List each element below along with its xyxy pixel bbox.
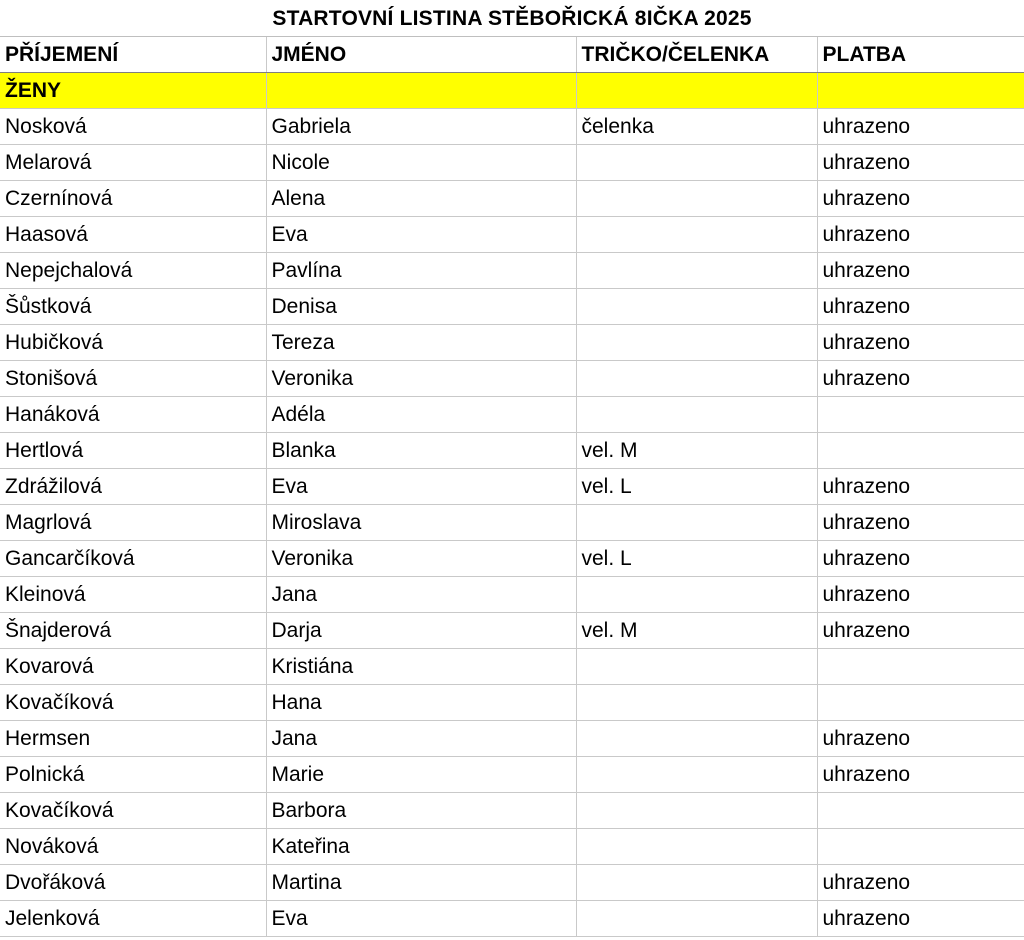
table-row xyxy=(0,505,1024,541)
payment-cell[interactable]: uhrazeno xyxy=(817,289,1024,325)
surname-cell[interactable]: Zdrážilová xyxy=(0,469,266,505)
surname-cell[interactable]: Hermsen xyxy=(0,721,266,757)
surname-cell[interactable]: Dvořáková xyxy=(0,865,266,901)
first-name-cell[interactable]: Martina xyxy=(266,865,576,901)
section-label[interactable]: ŽENY xyxy=(0,73,266,109)
table-row xyxy=(0,181,1024,217)
shirt-headband-cell[interactable] xyxy=(576,397,817,433)
shirt-headband-cell[interactable] xyxy=(576,757,817,793)
shirt-headband-cell[interactable] xyxy=(576,325,817,361)
first-name-cell[interactable]: Jana xyxy=(266,577,576,613)
table-row xyxy=(0,865,1024,901)
table-row xyxy=(0,253,1024,289)
section-row-women xyxy=(0,73,1024,109)
first-name-cell[interactable]: Denisa xyxy=(266,289,576,325)
payment-cell[interactable] xyxy=(817,433,1024,469)
first-name-cell[interactable]: Blanka xyxy=(266,433,576,469)
first-name-cell[interactable]: Eva xyxy=(266,217,576,253)
shirt-headband-cell[interactable] xyxy=(576,145,817,181)
table-row xyxy=(0,325,1024,361)
shirt-headband-cell[interactable] xyxy=(576,253,817,289)
first-name-cell[interactable]: Gabriela xyxy=(266,109,576,145)
table-row xyxy=(0,757,1024,793)
shirt-headband-cell[interactable] xyxy=(576,793,817,829)
payment-cell[interactable]: uhrazeno xyxy=(817,109,1024,145)
payment-cell[interactable]: uhrazeno xyxy=(817,217,1024,253)
surname-cell[interactable]: Šnajderová xyxy=(0,613,266,649)
shirt-headband-cell[interactable]: čelenka xyxy=(576,109,817,145)
payment-cell[interactable] xyxy=(817,793,1024,829)
first-name-cell[interactable]: Veronika xyxy=(266,541,576,577)
payment-cell[interactable] xyxy=(817,397,1024,433)
shirt-headband-cell[interactable] xyxy=(576,649,817,685)
surname-cell[interactable]: Nosková xyxy=(0,109,266,145)
shirt-headband-cell[interactable] xyxy=(576,721,817,757)
payment-cell[interactable] xyxy=(817,829,1024,865)
payment-cell[interactable]: uhrazeno xyxy=(817,757,1024,793)
section-empty-cell[interactable] xyxy=(817,73,1024,109)
first-name-cell[interactable]: Marie xyxy=(266,757,576,793)
table-row xyxy=(0,145,1024,181)
table-row xyxy=(0,721,1024,757)
first-name-cell[interactable]: Barbora xyxy=(266,793,576,829)
table-row xyxy=(0,649,1024,685)
first-name-cell[interactable]: Darja xyxy=(266,613,576,649)
payment-cell[interactable]: uhrazeno xyxy=(817,253,1024,289)
surname-cell[interactable]: Hubičková xyxy=(0,325,266,361)
shirt-headband-cell[interactable]: vel. M xyxy=(576,433,817,469)
header-surname[interactable]: PŘÍJEMENÍ xyxy=(0,37,266,73)
table-row xyxy=(0,109,1024,145)
payment-cell[interactable]: uhrazeno xyxy=(817,361,1024,397)
shirt-headband-cell[interactable]: vel. L xyxy=(576,541,817,577)
first-name-cell[interactable]: Veronika xyxy=(266,361,576,397)
payment-cell[interactable]: uhrazeno xyxy=(817,145,1024,181)
section-empty-cell[interactable] xyxy=(576,73,817,109)
payment-cell[interactable] xyxy=(817,685,1024,721)
payment-cell[interactable]: uhrazeno xyxy=(817,577,1024,613)
surname-cell[interactable]: Kleinová xyxy=(0,577,266,613)
payment-cell[interactable]: uhrazeno xyxy=(817,613,1024,649)
payment-cell[interactable]: uhrazeno xyxy=(817,541,1024,577)
surname-cell[interactable]: Haasová xyxy=(0,217,266,253)
surname-cell[interactable]: Melarová xyxy=(0,145,266,181)
table-row xyxy=(0,289,1024,325)
first-name-cell[interactable]: Pavlína xyxy=(266,253,576,289)
start-list-table xyxy=(0,37,1024,937)
shirt-headband-cell[interactable] xyxy=(576,685,817,721)
surname-cell[interactable]: Jelenková xyxy=(0,901,266,937)
sheet-title[interactable]: STARTOVNÍ LISTINA STĚBOŘICKÁ 8IČKA 2025 xyxy=(0,0,1024,37)
shirt-headband-cell[interactable] xyxy=(576,181,817,217)
surname-cell[interactable]: Kovačíková xyxy=(0,793,266,829)
first-name-cell[interactable]: Hana xyxy=(266,685,576,721)
payment-cell[interactable]: uhrazeno xyxy=(817,469,1024,505)
payment-cell[interactable]: uhrazeno xyxy=(817,181,1024,217)
table-row xyxy=(0,361,1024,397)
header-payment[interactable]: PLATBA xyxy=(817,37,1024,73)
shirt-headband-cell[interactable] xyxy=(576,505,817,541)
header-shirt-headband[interactable]: TRIČKO/ČELENKA xyxy=(576,37,817,73)
table-row xyxy=(0,217,1024,253)
surname-cell[interactable]: Magrlová xyxy=(0,505,266,541)
first-name-cell[interactable]: Tereza xyxy=(266,325,576,361)
surname-cell[interactable]: Nováková xyxy=(0,829,266,865)
shirt-headband-cell[interactable]: vel. M xyxy=(576,613,817,649)
table-row xyxy=(0,469,1024,505)
surname-cell[interactable]: Polnická xyxy=(0,757,266,793)
table-row xyxy=(0,397,1024,433)
surname-cell[interactable]: Kovarová xyxy=(0,649,266,685)
surname-cell[interactable]: Hanáková xyxy=(0,397,266,433)
table-row xyxy=(0,793,1024,829)
payment-cell[interactable]: uhrazeno xyxy=(817,505,1024,541)
payment-cell[interactable]: uhrazeno xyxy=(817,865,1024,901)
first-name-cell[interactable]: Miroslava xyxy=(266,505,576,541)
shirt-headband-cell[interactable] xyxy=(576,361,817,397)
first-name-cell[interactable]: Eva xyxy=(266,901,576,937)
shirt-headband-cell[interactable]: vel. L xyxy=(576,469,817,505)
table-row xyxy=(0,541,1024,577)
first-name-cell[interactable]: Kateřina xyxy=(266,829,576,865)
first-name-cell[interactable]: Alena xyxy=(266,181,576,217)
header-row xyxy=(0,37,1024,73)
surname-cell[interactable]: Šůstková xyxy=(0,289,266,325)
surname-cell[interactable]: Gancarčíková xyxy=(0,541,266,577)
shirt-headband-cell[interactable] xyxy=(576,829,817,865)
shirt-headband-cell[interactable] xyxy=(576,901,817,937)
shirt-headband-cell[interactable] xyxy=(576,289,817,325)
surname-cell[interactable]: Hertlová xyxy=(0,433,266,469)
table-row xyxy=(0,901,1024,937)
header-first-name[interactable]: JMÉNO xyxy=(266,37,576,73)
first-name-cell[interactable]: Adéla xyxy=(266,397,576,433)
payment-cell[interactable]: uhrazeno xyxy=(817,721,1024,757)
table-row xyxy=(0,433,1024,469)
shirt-headband-cell[interactable] xyxy=(576,577,817,613)
table-row xyxy=(0,613,1024,649)
payment-cell[interactable] xyxy=(817,649,1024,685)
shirt-headband-cell[interactable] xyxy=(576,217,817,253)
surname-cell[interactable]: Kovačíková xyxy=(0,685,266,721)
payment-cell[interactable]: uhrazeno xyxy=(817,325,1024,361)
shirt-headband-cell[interactable] xyxy=(576,865,817,901)
first-name-cell[interactable]: Nicole xyxy=(266,145,576,181)
table-row xyxy=(0,829,1024,865)
table-row xyxy=(0,577,1024,613)
section-empty-cell[interactable] xyxy=(266,73,576,109)
surname-cell[interactable]: Stonišová xyxy=(0,361,266,397)
first-name-cell[interactable]: Eva xyxy=(266,469,576,505)
surname-cell[interactable]: Czernínová xyxy=(0,181,266,217)
first-name-cell[interactable]: Jana xyxy=(266,721,576,757)
surname-cell[interactable]: Nepejchalová xyxy=(0,253,266,289)
first-name-cell[interactable]: Kristiána xyxy=(266,649,576,685)
payment-cell[interactable]: uhrazeno xyxy=(817,901,1024,937)
table-row xyxy=(0,685,1024,721)
